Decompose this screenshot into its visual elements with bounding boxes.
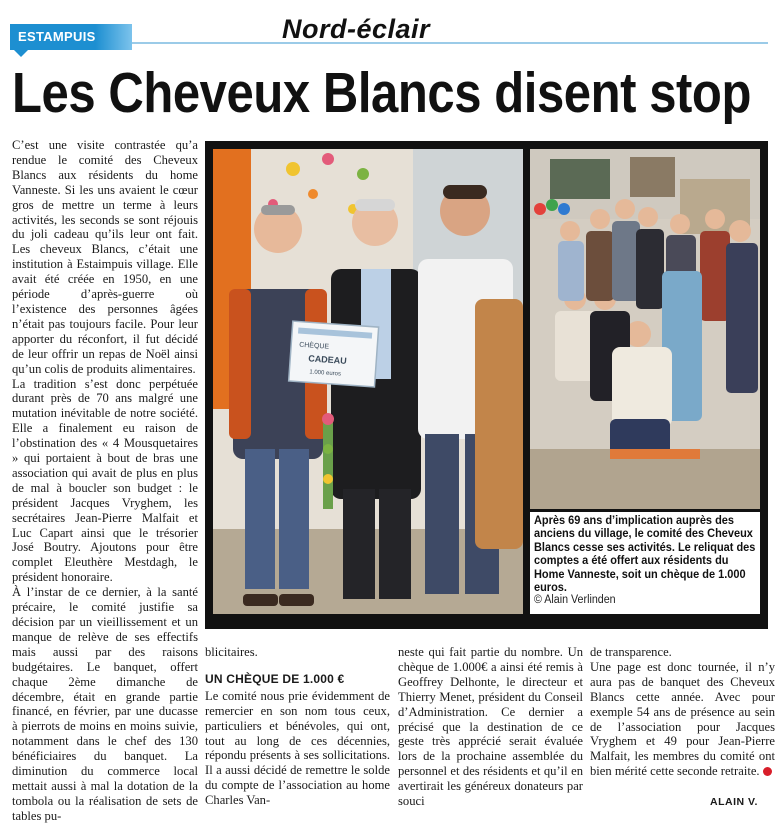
article-headline: Les Cheveux Blancs disent stop [12, 61, 751, 125]
newspaper-masthead: Nord-éclair [282, 14, 431, 44]
cheque-handover-photo [213, 149, 523, 614]
rubric-rule [132, 42, 768, 44]
paragraph: La tradition s’est donc perpétuée durant près de 70 ans malgré une mutation inévitable de notre société. Elle a finalement eu raison de l’obstination des « 4 Mousquetaires » qui portaient à bout de bras une association qui avait de plus en plus de mal à boucler son budget : le président Jacques Vryghem, les secrétaires Jean-Pierre Malfait et Luc Capart ainsi que le trésorier José Boutry. Ajoutons pour être complet Eleuthère Mestdagh, le président honoraire. [12, 376, 198, 585]
article-column-3 [398, 645, 583, 815]
paragraph: À l’instar de ce dernier, à la santé précaire, le comité justifie sa décision par un vieillissement et un manque de relève de ses effectifs mais aussi par des raisons budgétaires. Le banquet, offert chaque 2ème dimanche de décembre, était en grande partie financé, en février, par une ducasse à pierrots de moins en moins suivie, notamment dans le chef des 130 bénéficiaires du banquet. La diminution du commerce local mettait aussi à mal la dotation de la tombola ou la réalisation de sets de tables pu- [12, 585, 198, 823]
paragraph-text: Une page est donc tournée, il n’y aura pas de banquet des Cheveux Blancs cette année. Avec pour exemple 54 ans de présence au sein de l’association pour Jacques Vryghem et 49 pour Jean-Pierre Malfait, les membres du comité ont bien mérité cette seconde retraite. [590, 659, 775, 779]
article-column-4 [590, 645, 775, 815]
paragraph: neste qui fait partie du nombre. Un chèque de 1.000€ a ainsi été remis à Geoffrey Delhonte, le directeur et Thierry Menet, président du Conseil d’Administration. Ce dernier a précisé que la destination de ce geste très apprécié serait évaluée lors de la prochaine assemblée du personnel et des résidents et qu’il en avertirait les généreux donateurs par souci [398, 645, 583, 809]
author-signature: ALAIN V. [710, 796, 758, 808]
residents-group-illustration [530, 149, 760, 509]
cheque-word: CADEAU [307, 353, 348, 366]
article-column-1 [12, 138, 198, 823]
cheque-title: CHÈQUE [298, 341, 330, 351]
section-subhead: UN CHÈQUE DE 1.000 € [205, 671, 345, 686]
residents-group-photo [530, 149, 760, 509]
paragraph: de transparence. [590, 645, 672, 659]
paragraph: Le comité nous prie évidemment de remercier en son nom tous ceux, particuliers et bénévoles, qui ont, tout au long de ces décennies, répondu présents à ses sollicitations. Il a aussi décidé de remettre le solde du compte de l’association au home Charles Van- [205, 688, 390, 808]
paragraph: blicitaires. [205, 645, 258, 659]
section-rubric: ESTAMPUIS [10, 24, 132, 50]
rubric-notch [14, 50, 28, 57]
caption-text: Après 69 ans d’implication auprès des anciens du village, le comité des Cheveux Blancs cesse ses activités. Le reliquat des comptes a été offert aux résidents du Home Vanneste, soit un chèque de 1.000 euros. [534, 513, 756, 595]
cheque-handover-illustration [213, 149, 523, 614]
paragraph [590, 660, 775, 779]
paragraph: C’est une visite contrastée qu’a rendue le comité des Cheveux Blancs aux résidents du home Vanneste. Si les uns avaient le cœur gros de mettre un terme à leurs activités, les seconds se sont réjouis du joli cadeau qu’ils leur ont fait. Les cheveux Blancs, c’était une institution à Estaimpuis village. Elle avait été créée en 1950, en une période d’après-guerre où l’existence des personnes âgées n’était pas toujours facile. Pour leur apporter du réconfort, il fut décidé de leur offrir un repas de Noël ainsi qu’un colis de produits alimentaires. [12, 138, 198, 376]
photo-caption [530, 512, 760, 614]
photo-credit: © Alain Verlinden [534, 594, 616, 607]
article-column-2 [205, 645, 390, 815]
cheque-amount: 1.000 euros [309, 369, 342, 378]
end-of-article-icon [763, 767, 772, 776]
